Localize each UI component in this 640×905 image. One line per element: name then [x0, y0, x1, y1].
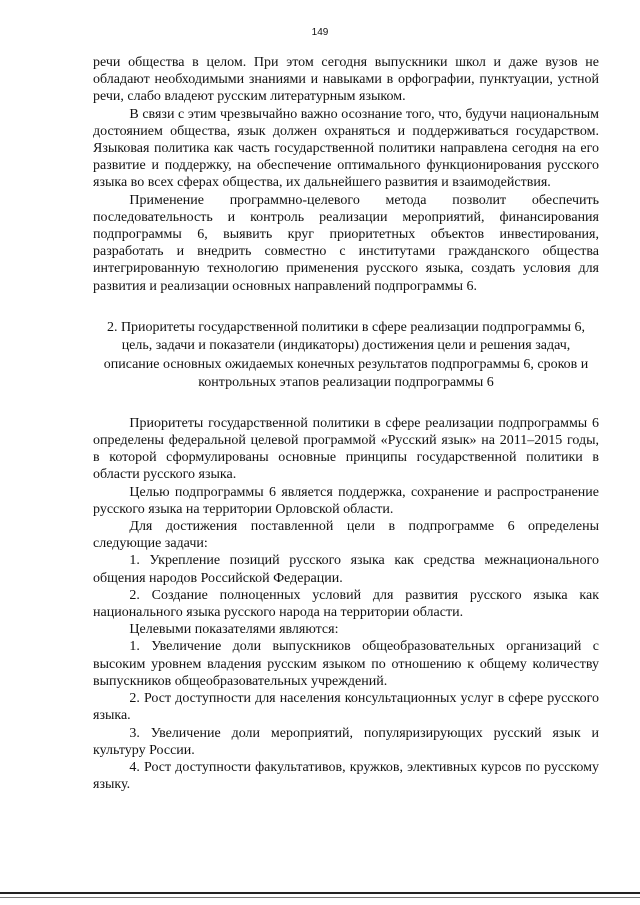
paragraph: речи общества в целом. При этом сегодня выпускники школ и даже вузов не обладают необходимыми знаниями и навыками в орфографии, пунктуации, устной речи, слабо владеют русским литературным языком. — [93, 55, 599, 105]
list-item: 2. Создание полноценных условий для развития русского языка как национального языка русского народа на территории области. — [93, 587, 599, 621]
list-item: 3. Увеличение доли мероприятий, популяризирующих русский язык и культуру России. — [93, 725, 599, 758]
paragraph: Целью подпрограммы 6 является поддержка, сохранение и распространение русского языка на территории Орловской области. — [93, 484, 599, 517]
list-item: 1. Увеличение доли выпускников общеобразовательных организаций с высоким уровнем владения русским языком по отношению к общему количеству выпускников общеобразовательных учреждений. — [93, 639, 599, 689]
paragraph: Целевыми показателями являются: — [129, 622, 339, 638]
scan-edge-line-thin — [0, 897, 640, 898]
paragraph: Для достижения поставленной цели в подпрограмме 6 определены следующие задачи: — [93, 519, 599, 552]
paragraph: Применение программно-целевого метода позволит обеспечить последовательность и контроль реализации мероприятий, финансирования подпрограммы 6, выявить круг приоритетных объектов инвестирования, разработать и внедрить совместно с институтами гражданского общества интегрированную технологию применения русского языка, создать условия для развития и реализации основных направлений подпрограммы 6. — [93, 192, 599, 294]
list-item: 2. Рост доступности для населения консультационных услуг в сфере русского языка. — [93, 691, 599, 724]
paragraph: Приоритеты государственной политики в сфере реализации подпрограммы 6 определены федеральной целевой программой «Русский язык» на 2011–2015 годы, в которой сформулированы основные принципы государственной политики в области русского языка. — [93, 415, 599, 483]
paragraph: В связи с этим чрезвычайно важно осознание того, что, будучи национальным достоянием общества, язык должен охраняться и поддерживаться государством. Языковая политика как часть государственной политики направлена сегодня на его развитие и поддержку, на обеспечение оптимального функционирования русского языка во всех сферах общества, их дальнейшего развития и взаимодействия. — [93, 106, 599, 191]
list-item: 1. Укрепление позиций русского языка как средства межнационального общения народов Российской Федерации. — [93, 553, 599, 586]
scan-edge-line — [0, 892, 640, 894]
section-heading: 2. Приоритеты государственной политики в сфере реализации подпрограммы 6, цель, задачи и показатели (индикаторы) достижения цели и решения задач, описание основных ожидаемых конечных результатов подпрограммы 6, сроков и контрольных этапов реализации подпрограммы 6 — [103, 319, 589, 391]
list-item: 4. Рост доступности факультативов, кружков, элективных курсов по русскому языку. — [93, 759, 599, 793]
document-body — [93, 54, 599, 793]
page-number: 149 — [311, 27, 329, 38]
